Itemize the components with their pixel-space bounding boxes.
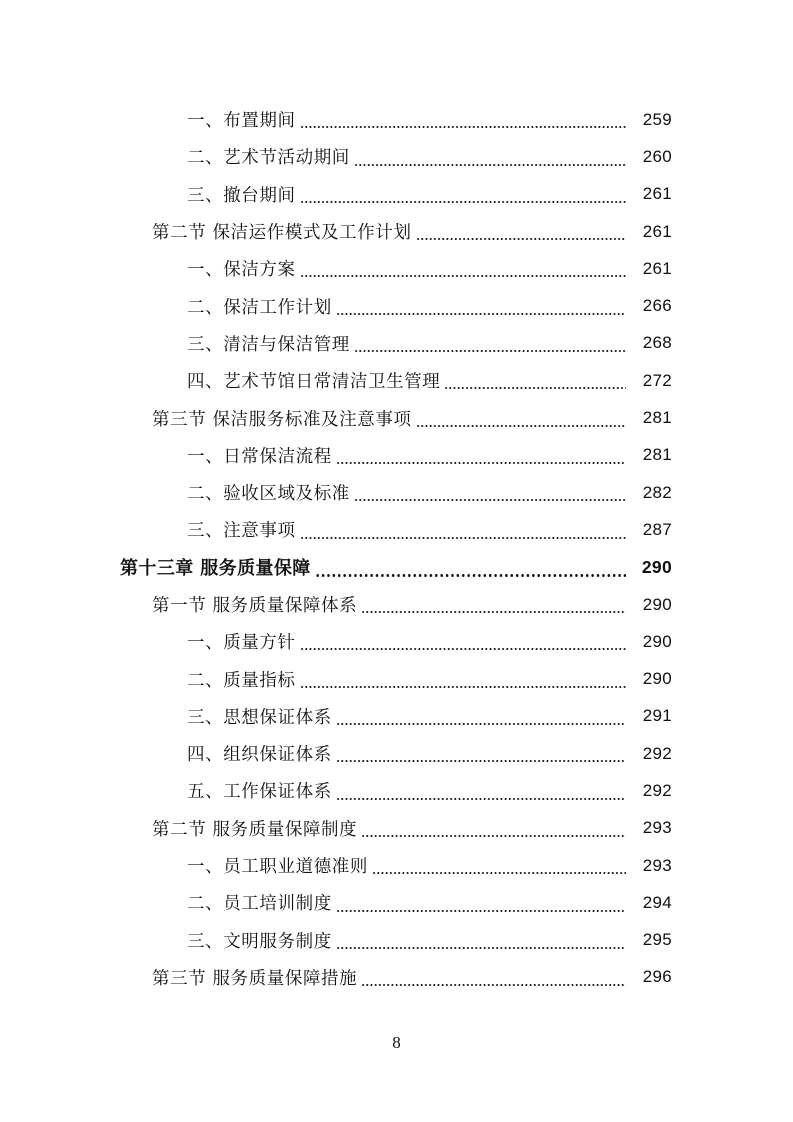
dot-leader bbox=[300, 126, 626, 128]
toc-entry-page-number: 296 bbox=[642, 967, 672, 987]
dot-leader bbox=[354, 499, 626, 501]
toc-entry-label: 三、清洁与保洁管理 bbox=[187, 334, 350, 355]
toc-entry-label: 二、质量指标 bbox=[187, 670, 296, 691]
toc-entry-label: 一、布置期间 bbox=[187, 111, 296, 132]
dot-leader bbox=[336, 462, 626, 464]
toc-entry-label: 四、组织保证体系 bbox=[187, 745, 332, 766]
dot-leader bbox=[361, 984, 626, 986]
dot-leader bbox=[361, 835, 626, 837]
dot-leader bbox=[336, 760, 626, 762]
toc-entry-item[interactable] bbox=[0, 735, 793, 772]
toc-entry-page-number: 292 bbox=[642, 743, 672, 763]
toc-entry-label: 一、员工职业道德准则 bbox=[187, 857, 368, 878]
toc-entry-label: 一、保洁方案 bbox=[187, 260, 296, 281]
toc-entry-label: 一、质量方针 bbox=[187, 633, 296, 654]
toc-entry-label: 第一节 服务质量保障体系 bbox=[152, 596, 358, 616]
dot-leader bbox=[300, 275, 626, 277]
toc-entry-section[interactable] bbox=[0, 399, 793, 436]
toc-entry-item[interactable] bbox=[0, 884, 793, 921]
toc-entry-label: 二、艺术节活动期间 bbox=[187, 148, 350, 169]
dot-leader bbox=[336, 313, 626, 315]
toc-entry-item[interactable] bbox=[0, 437, 793, 474]
toc-entry-label: 四、艺术节馆日常清洁卫生管理 bbox=[187, 372, 441, 393]
page-number: 8 bbox=[392, 1033, 401, 1052]
toc-entry-page-number: 294 bbox=[642, 892, 672, 912]
dot-leader bbox=[416, 425, 626, 427]
toc-entry-page-number: 290 bbox=[642, 631, 672, 651]
dot-leader bbox=[300, 201, 626, 203]
dot-leader bbox=[300, 686, 626, 688]
dot-leader bbox=[336, 910, 626, 912]
toc-entry-label: 三、撤台期间 bbox=[187, 185, 296, 206]
toc-entry-item[interactable] bbox=[0, 698, 793, 735]
toc-entry-page-number: 290 bbox=[641, 556, 672, 577]
toc-entry-section[interactable] bbox=[0, 959, 793, 996]
toc-entry-label: 二、员工培训制度 bbox=[187, 894, 332, 915]
dot-leader bbox=[300, 648, 626, 650]
toc-entry-page-number: 292 bbox=[642, 780, 672, 800]
toc-entry-label: 三、文明服务制度 bbox=[187, 931, 332, 952]
toc-entry-label: 第三节 服务质量保障措施 bbox=[152, 968, 358, 989]
toc-entry-page-number: 295 bbox=[642, 930, 672, 950]
table-of-contents bbox=[0, 101, 793, 996]
dot-leader bbox=[361, 611, 626, 613]
toc-entry-item[interactable] bbox=[0, 176, 793, 213]
toc-entry-label: 三、注意事项 bbox=[187, 521, 296, 542]
toc-entry-page-number: 260 bbox=[642, 146, 672, 166]
toc-entry-page-number: 290 bbox=[642, 669, 672, 689]
toc-entry-label: 一、日常保洁流程 bbox=[187, 446, 332, 467]
dot-leader bbox=[315, 574, 626, 577]
dot-leader bbox=[336, 723, 626, 725]
toc-entry-chapter[interactable] bbox=[0, 549, 793, 586]
toc-entry-page-number: 281 bbox=[642, 445, 672, 465]
toc-entry-page-number: 266 bbox=[642, 296, 672, 316]
toc-entry-page-number: 259 bbox=[642, 109, 672, 129]
toc-entry-label: 第十三章 服务质量保障 bbox=[120, 558, 311, 580]
toc-entry-page-number: 293 bbox=[642, 855, 672, 875]
dot-leader bbox=[372, 872, 626, 874]
toc-entry-section[interactable] bbox=[0, 213, 793, 250]
toc-entry-item[interactable] bbox=[0, 847, 793, 884]
toc-entry-item[interactable] bbox=[0, 623, 793, 660]
dot-leader bbox=[416, 238, 626, 240]
toc-entry-page-number: 293 bbox=[642, 818, 672, 838]
toc-entry-item[interactable] bbox=[0, 101, 793, 138]
toc-entry-page-number: 272 bbox=[642, 370, 672, 390]
toc-entry-item[interactable] bbox=[0, 287, 793, 324]
toc-entry-section[interactable] bbox=[0, 810, 793, 847]
toc-entry-page-number: 261 bbox=[642, 221, 672, 241]
toc-entry-item[interactable] bbox=[0, 250, 793, 287]
toc-entry-item[interactable] bbox=[0, 362, 793, 399]
toc-entry-label: 第二节 保洁运作模式及工作计划 bbox=[152, 223, 412, 244]
toc-entry-item[interactable] bbox=[0, 138, 793, 175]
toc-entry-label: 第二节 服务质量保障制度 bbox=[152, 819, 358, 840]
dot-leader bbox=[444, 387, 626, 389]
toc-entry-page-number: 287 bbox=[642, 519, 672, 539]
toc-entry-page-number: 261 bbox=[642, 184, 672, 204]
toc-entry-label: 二、验收区域及标准 bbox=[187, 484, 350, 505]
toc-entry-item[interactable] bbox=[0, 772, 793, 809]
toc-entry-page-number: 282 bbox=[642, 482, 672, 502]
toc-entry-label: 三、思想保证体系 bbox=[187, 707, 332, 728]
dot-leader bbox=[354, 350, 626, 352]
toc-entry-page-number: 281 bbox=[642, 408, 672, 428]
toc-entry-section[interactable] bbox=[0, 586, 793, 623]
toc-entry-label: 五、工作保证体系 bbox=[187, 782, 332, 803]
dot-leader bbox=[336, 798, 626, 800]
dot-leader bbox=[336, 947, 626, 949]
dot-leader bbox=[300, 537, 626, 539]
toc-entry-item[interactable] bbox=[0, 474, 793, 511]
toc-entry-page-number: 291 bbox=[642, 706, 672, 726]
toc-entry-page-number: 290 bbox=[642, 594, 672, 614]
dot-leader bbox=[354, 164, 626, 166]
toc-entry-item[interactable] bbox=[0, 922, 793, 959]
toc-entry-page-number: 261 bbox=[642, 258, 672, 278]
toc-entry-item[interactable] bbox=[0, 511, 793, 548]
toc-entry-label: 第三节 保洁服务标准及注意事项 bbox=[152, 409, 412, 430]
toc-entry-page-number: 268 bbox=[642, 333, 672, 353]
toc-entry-item[interactable] bbox=[0, 660, 793, 697]
toc-entry-label: 二、保洁工作计划 bbox=[187, 297, 332, 318]
toc-entry-item[interactable] bbox=[0, 325, 793, 362]
